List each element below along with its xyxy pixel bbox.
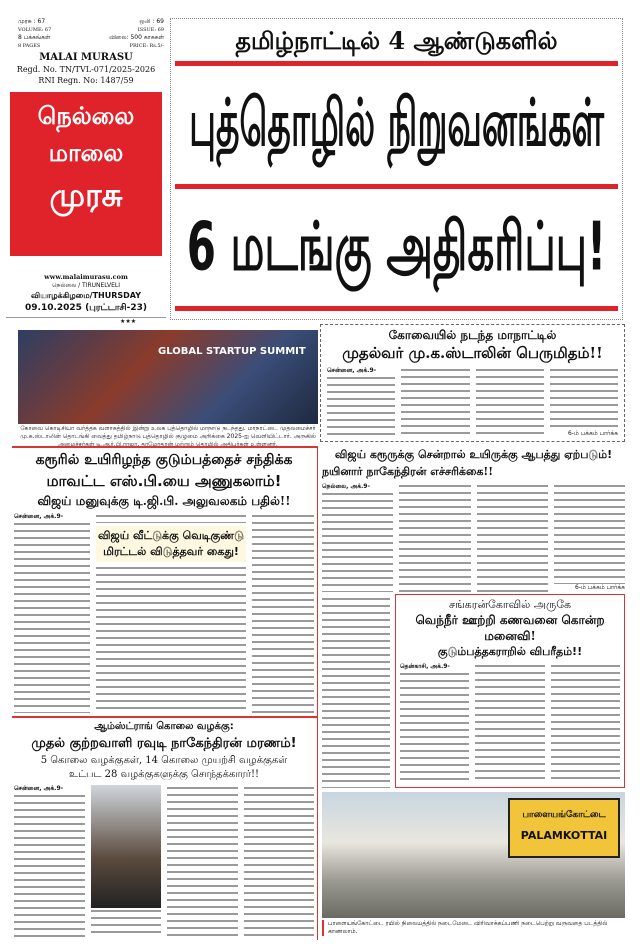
lead-headline-1: புத்தொழில் நிறுவனங்கள்	[189, 86, 604, 161]
armstrong-story	[12, 716, 318, 940]
sign-tamil: பாளையங்கோட்டை	[522, 810, 606, 820]
sign-english: PALAMKOTTAI	[520, 829, 608, 842]
price-en: PRICE: Rs.5/-	[129, 43, 164, 49]
day: வியாழக்கிழமை/THURSDAY	[30, 291, 142, 300]
karur-headline-2: மாவட்ட எஸ்.பி.யை அணுகலாம்!	[46, 472, 282, 490]
body-text	[14, 521, 90, 713]
lead-story	[170, 18, 623, 320]
body-text	[91, 908, 162, 938]
sankarankovil-subheadline: குடும்பத்தகராறில் விபரீதம்!!	[437, 645, 583, 658]
website-link[interactable]: www.malaimurasu.com	[44, 273, 128, 281]
body-text	[252, 513, 314, 713]
sankarankovil-headline: வெந்நீர் ஊற்றி கணவனை கொன்ற மனைவி!	[415, 613, 605, 643]
body-text	[322, 491, 393, 592]
sankarankovil-kicker: சங்கரன்கோவில் அருகே	[448, 598, 572, 611]
sankarankovil-story	[395, 594, 625, 788]
karur-story	[12, 446, 318, 716]
karur-subheadline: விஜய் மனுவுக்கு டி.ஜி.பி. அலுவலகம் பதில்!!	[37, 494, 291, 508]
body-text	[554, 483, 625, 584]
vijay-karur-subheadline: நயினார் நாகேந்திரன் எச்சரிக்கை!!	[322, 465, 494, 478]
accused-photo	[91, 785, 162, 908]
vijay-karur-story	[322, 446, 625, 592]
paper-name: MALAI MURASU	[39, 52, 133, 63]
divider	[175, 306, 618, 311]
coimbatore-story	[320, 324, 625, 442]
continued-link[interactable]: 6-ம் பக்கம் பார்க்க	[567, 430, 618, 437]
issue-ta: ஒலி : 69	[139, 18, 164, 25]
lead-kicker: தமிழ்நாட்டில் 4 ஆண்டுகளில்	[235, 26, 558, 55]
regd-number: Regd. No. TN/TVL-071/2025-2026	[16, 65, 156, 74]
date: 09.10.2025 (புரட்டாசி-23)	[6, 303, 166, 318]
body-text	[400, 671, 469, 784]
station-sign	[508, 798, 620, 858]
coimbatore-kicker: கோவையில் நடந்த மாநாட்டில்	[388, 328, 557, 342]
coimbatore-headline: முதல்வர் மு.க.ஸ்டாலின் பெருமிதம்!!	[342, 344, 603, 362]
railway-station-photo	[322, 792, 625, 918]
body-text	[401, 367, 469, 438]
dateline: சென்னை, அக்.9-	[14, 785, 64, 792]
body-text	[551, 663, 620, 784]
body-text	[476, 367, 544, 438]
logo-line: நெல்லை	[37, 102, 135, 130]
continued-link[interactable]: 6-ம் பக்கம் பார்க்க	[574, 584, 625, 591]
armstrong-kicker: ஆம்ஸ்ட்ராங் கொலை வழக்கு:	[94, 721, 234, 732]
pages-ta: 8 பக்கங்கள்	[18, 34, 51, 41]
body-text	[322, 596, 390, 788]
summit-banner-text: GLOBAL STARTUP SUMMIT	[158, 346, 306, 357]
photo-caption: கோவை கொடிசியா வர்த்தக வளாகத்தில் இன்று உலக புத்தொழில் மாநாடு நடந்தது. மாநாட்டை முதலமைச்சர் மு.க.ஸ்டாலின் தொடங்கி வைத்து தமிழ்நாடு புத்தொழில் குழுமை அறிக்கை 2025-ஐ வெளியிட்டார். அருகில் அமைச்சர்கள் டி.ஆர்.பி.ராஜா, தாமோதரன் மற்றும் தொழில் அதிபர்கள் உள்ளனர்.	[20, 425, 316, 448]
body-text	[399, 483, 470, 592]
edition-stars: ★★★	[120, 318, 137, 325]
body-text	[167, 785, 238, 938]
body-text	[550, 367, 618, 430]
karur-headline-1: கரூரில் உயிரிழந்த குடும்பத்தைச் சந்திக்க	[35, 452, 293, 468]
pages-en: 8 PAGES	[18, 43, 41, 49]
lead-headline-2: 6 மடங்கு அதிகரிப்பு!	[186, 207, 607, 286]
body-text	[475, 663, 544, 784]
body-text	[96, 565, 246, 713]
bomb-headline-1: விஜய் வீட்டுக்கு வெடிகுண்டு	[98, 529, 244, 542]
body-text	[14, 793, 85, 938]
logo-line: முரசு	[49, 176, 123, 214]
body-text	[327, 375, 395, 438]
dateline: தென்காசி, அக்.9-	[400, 663, 450, 670]
armstrong-subheadline-2: உட்பட 28 வழக்குகளுக்கு சொந்தக்காரர்!!	[69, 769, 259, 780]
volume-ta: முரசு : 67	[18, 18, 46, 25]
summit-photo	[18, 330, 318, 424]
bomb-headline-2: மிரட்டல் விடுத்தவர் கைது!	[103, 545, 239, 558]
dateline: சென்னை, அக்.9-	[327, 367, 377, 374]
rni-number: RNI Regn. No: 1487/59	[38, 76, 134, 85]
price-ta: விலை: 500 காசுகள்	[109, 34, 164, 41]
edition: நெல்லை / TIRUNELVELI	[52, 282, 120, 289]
body-text	[244, 785, 315, 938]
dateline: சென்னை, அக்.9-	[14, 513, 64, 520]
body-text	[477, 483, 548, 592]
dateline: நெல்லை, அக்.9-	[322, 483, 370, 490]
body-text	[96, 513, 246, 523]
masthead-logo	[10, 92, 162, 256]
volume-en: VOLUME: 67	[18, 27, 52, 33]
armstrong-headline: முதல் குற்றவாளி ரவுடி நாகேந்திரன் மரணம்!	[31, 736, 297, 751]
issue-en: ISSUE: 69	[137, 27, 164, 33]
issue-info	[18, 18, 164, 50]
bomb-threat-box	[96, 526, 246, 562]
vijay-karur-headline: விஜய் கரூருக்கு சென்றால் உயிருக்கு ஆபத்து ஏற்படும்!	[334, 448, 613, 461]
photo-caption: பாளையங்கோட்டை ரயில் நிலையத்தில் நடைமேடை விரிவாக்கப்பணி நடைபெற்று வருவதை படத்தில் காணலாம்.	[322, 920, 625, 936]
armstrong-subheadline-1: 5 கொலை வழக்குகள், 14 கொலை முயற்சி வழக்குகள்	[40, 755, 288, 766]
logo-line: மாலை	[48, 139, 124, 167]
